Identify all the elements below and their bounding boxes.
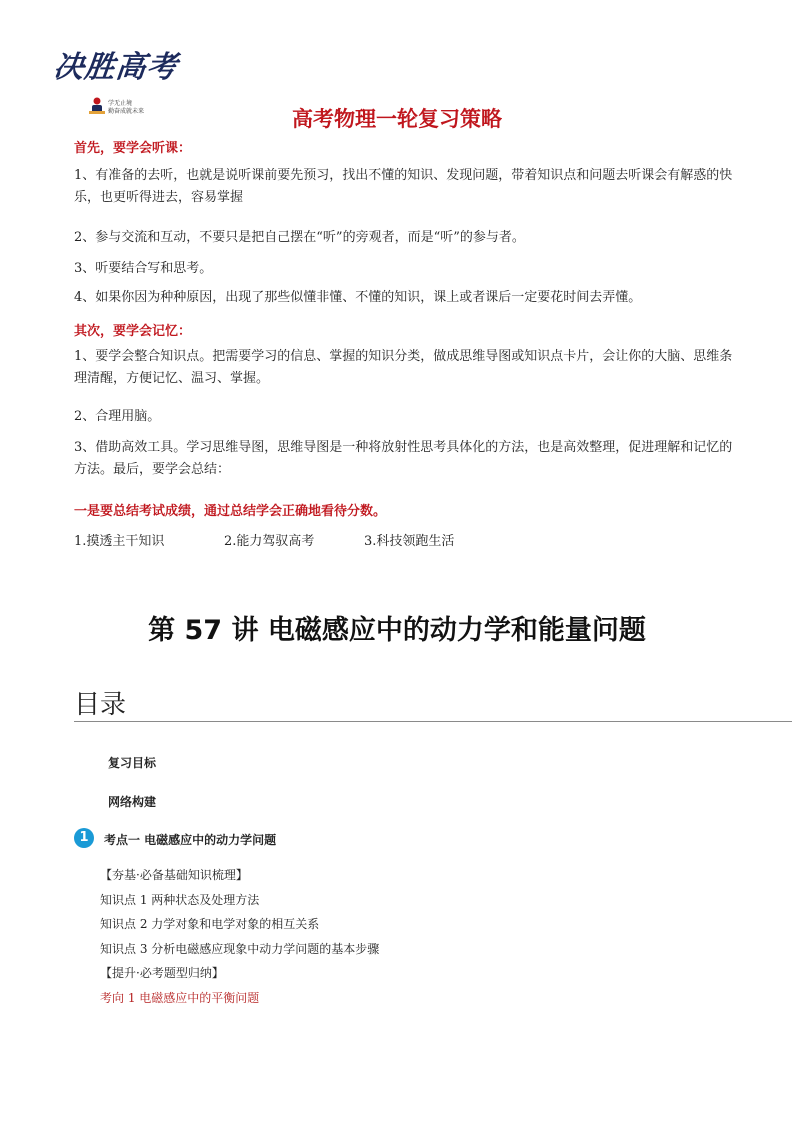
logo-text: 决胜高考 <box>51 50 180 85</box>
section2-item-1: 1、要学会整合知识点。把需要学习的信息、掌握的知识分类，做成思维导图或知识点卡片，会让你的大脑、思维条理清醒，方便记忆、温习、掌握。 <box>74 349 733 386</box>
core-point-3: 3.科技领跑生活 <box>364 534 455 549</box>
toc-point-1[interactable]: 考点一 电磁感应中的动力学问题 <box>104 833 277 847</box>
section1-item-1: 1、有准备的去听，也就是说听课前要先预习，找出不懂的知识、发现问题，带着知识点和问题去听课会有解惑的快乐，也更听得进去，容易掌握 <box>74 168 733 205</box>
core-point-1: 1.摸透主干知识 <box>74 534 165 549</box>
logo-motto-line1: 学无止境 <box>108 100 133 107</box>
toc-line-question-types[interactable]: 【提升·必考题型归纳】 <box>100 966 224 980</box>
section1-heading: 首先，要学会听课： <box>74 141 192 156</box>
toc-heading: 目录 <box>74 690 127 720</box>
section1-item-2: 2、参与交流和互动，不要只是把自己摆在“听”的旁观者，而是“听”的参与者。 <box>74 230 525 245</box>
summary-red: 一是要总结考试成绩，通过总结学会正确地看待分数。 <box>74 504 387 519</box>
point-number-badge: 1 <box>74 828 94 848</box>
toc-divider <box>74 721 792 722</box>
toc-review-goal[interactable]: 复习目标 <box>108 756 157 770</box>
strategy-title: 高考物理一轮复习策略 <box>292 107 502 131</box>
section2-heading: 其次，要学会记忆： <box>74 324 192 339</box>
toc-line-knowledge-3[interactable]: 知识点 3 分析电磁感应现象中动力学问题的基本步骤 <box>100 942 380 956</box>
logo-motto-line2: 勤奋成就未来 <box>108 108 145 115</box>
section2-item-3: 3、借助高效工具。学习思维导图，思维导图是一种将放射性思考具体化的方法，也是高效整理，促进理解和记忆的方法。最后，要学会总结： <box>74 440 733 477</box>
toc-line-direction-1[interactable]: 考向 1 电磁感应中的平衡问题 <box>100 991 260 1005</box>
core-point-2: 2.能力驾驭高考 <box>224 534 315 549</box>
section1-item-4: 4、如果你因为种种原因，出现了那些似懂非懂、不懂的知识，课上或者课后一定要花时间去弄懂。 <box>74 290 642 305</box>
toc-line-foundation[interactable]: 【夯基·必备基础知识梳理】 <box>100 868 248 882</box>
toc-line-knowledge-2[interactable]: 知识点 2 力学对象和电学对象的相互关系 <box>100 917 320 931</box>
section2-item-2: 2、合理用脑。 <box>74 409 161 424</box>
toc-network[interactable]: 网络构建 <box>108 795 157 809</box>
lecture-title: 第 57 讲 电磁感应中的动力学和能量问题 <box>148 615 646 646</box>
section1-item-3: 3、听要结合写和思考。 <box>74 261 213 276</box>
toc-line-knowledge-1[interactable]: 知识点 1 两种状态及处理方法 <box>100 893 260 907</box>
